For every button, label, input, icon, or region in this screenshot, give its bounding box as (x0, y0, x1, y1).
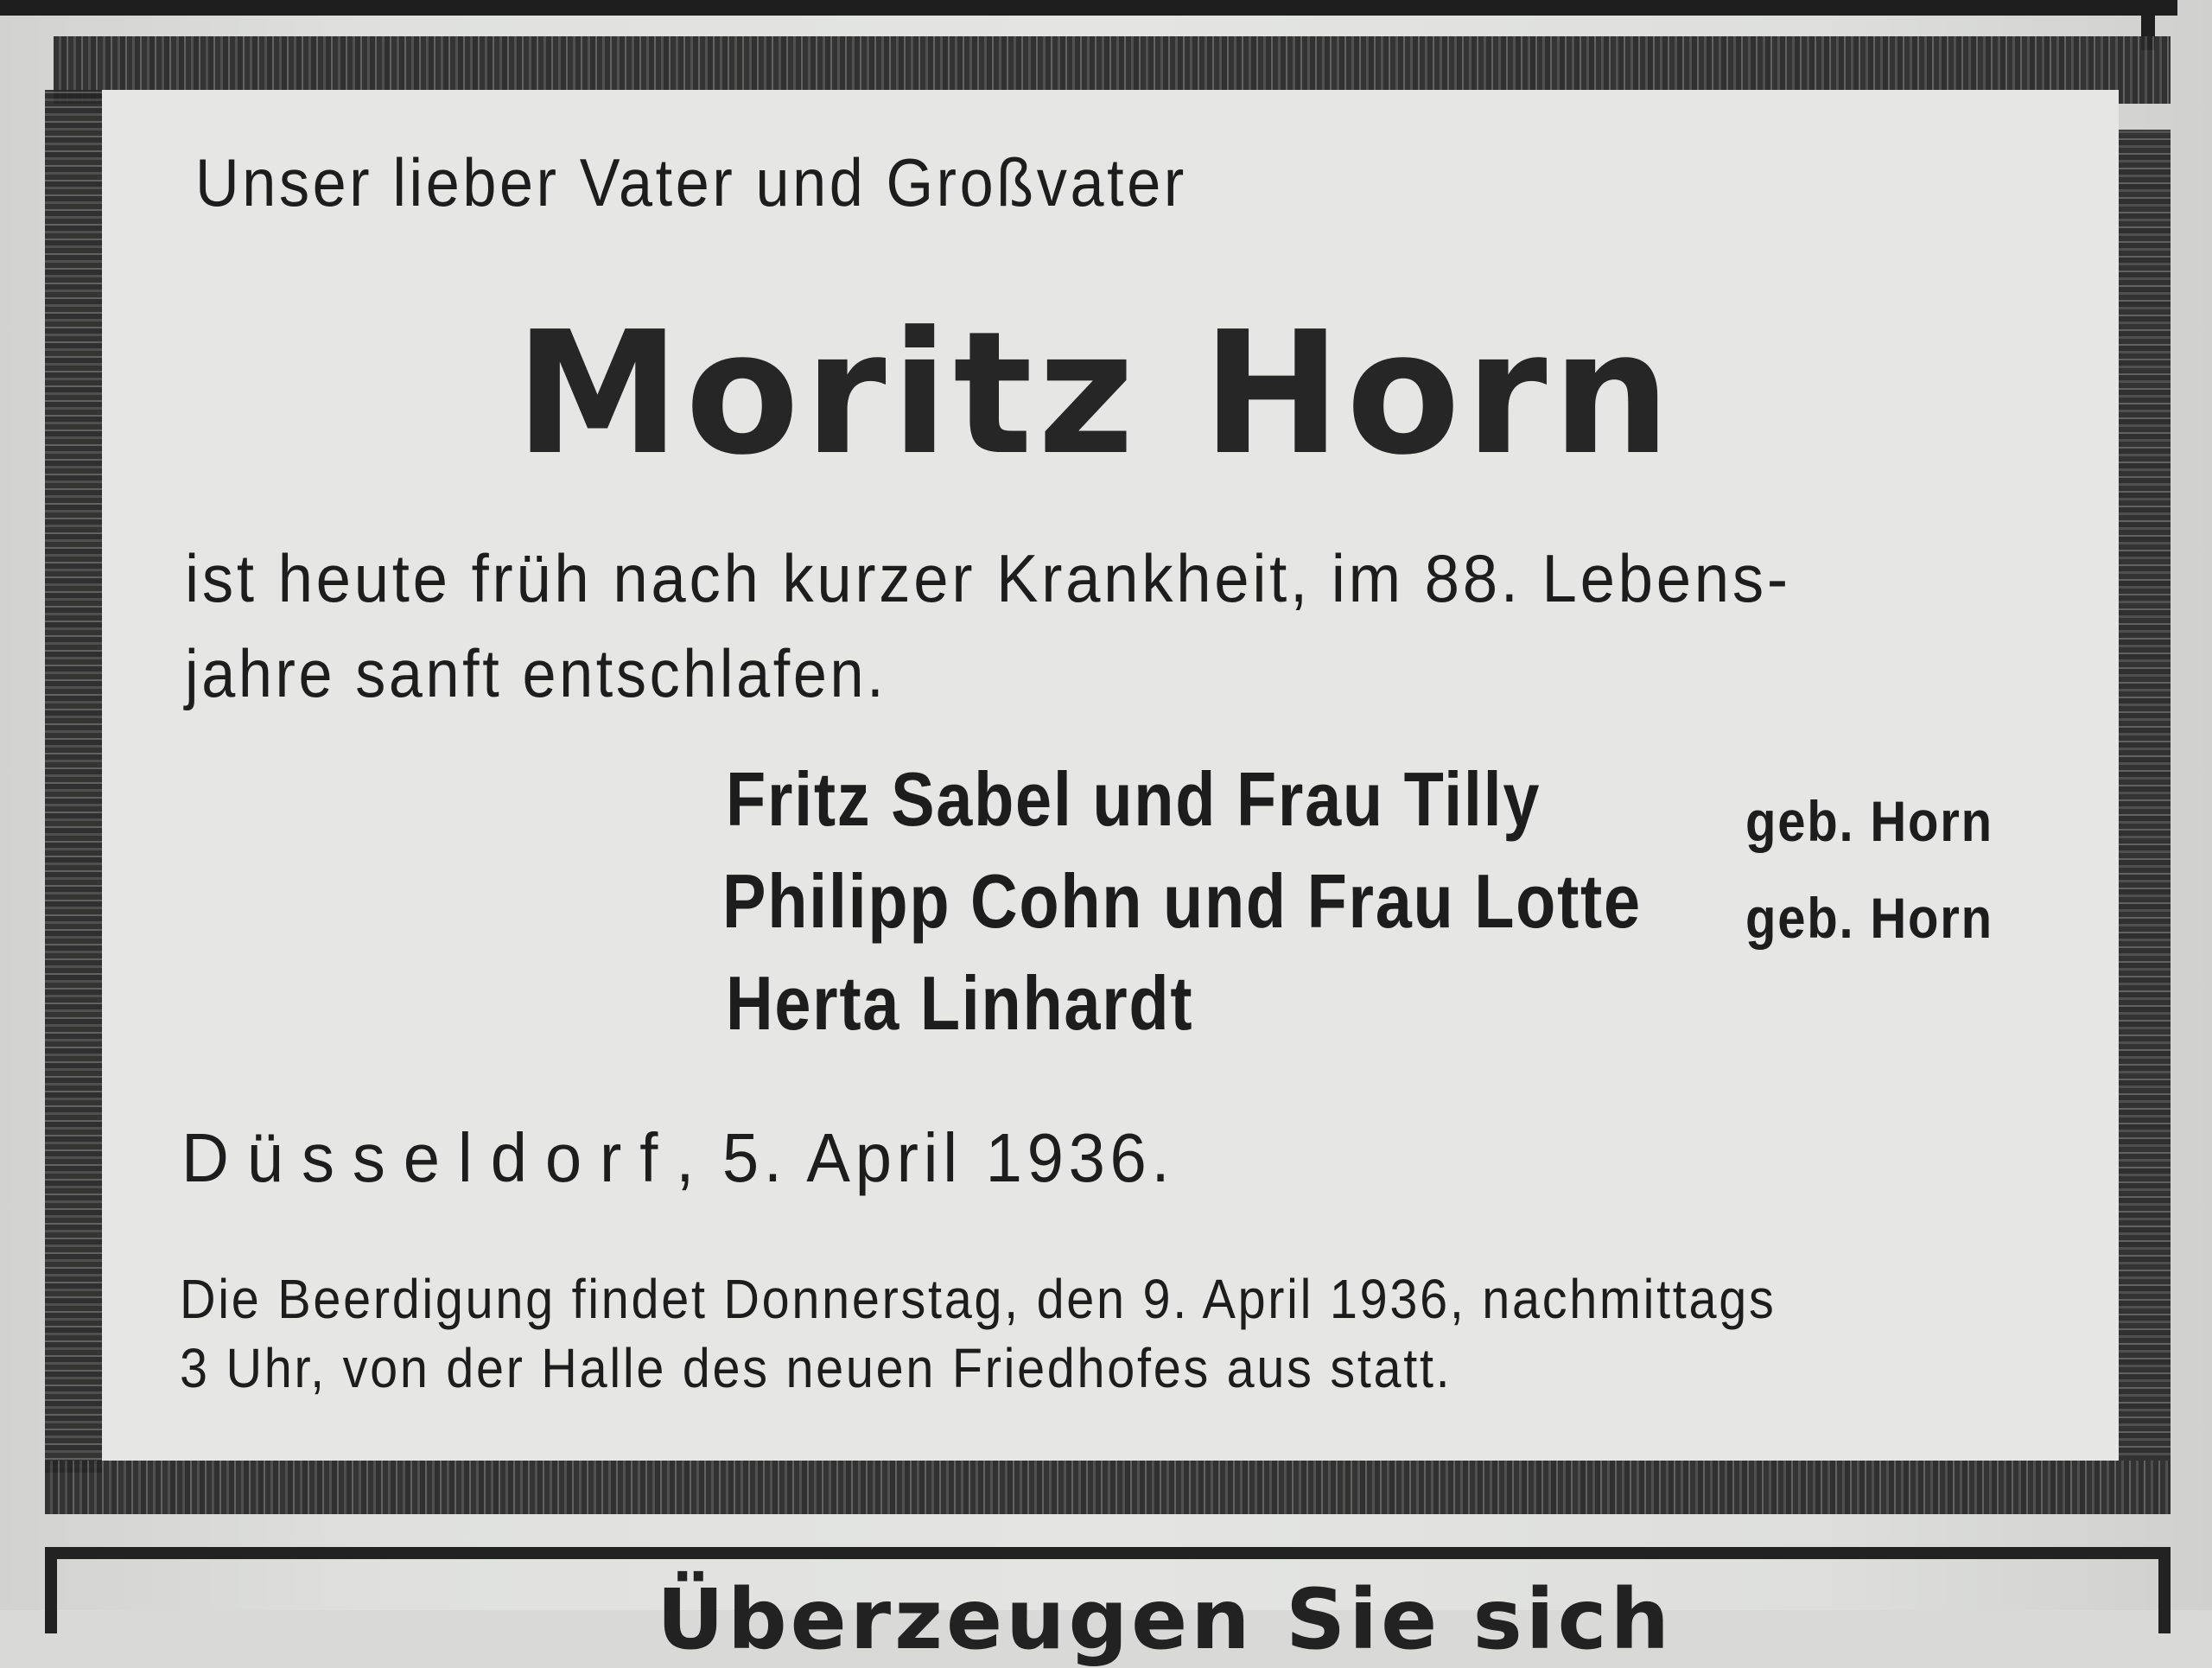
signer-2: Philipp Cohn und Frau Lotte (722, 858, 1642, 944)
deceased-name: Moritz Horn (515, 296, 1676, 493)
announcement-line-2: jahre sanft entschlafen. (185, 635, 887, 711)
funeral-info-line-1: Die Beerdigung findet Donnerstag, den 9. April 1936, nachmittags (180, 1268, 1777, 1330)
obituary-notice (102, 90, 2119, 1461)
place: Düsseldorf (181, 1119, 677, 1196)
funeral-info-line-2: 3 Uhr, von der Halle des neuen Friedhofes aus statt. (180, 1337, 1452, 1399)
border-left (45, 90, 102, 1473)
next-ad-heading: Überzeugen Sie sich (657, 1571, 1673, 1668)
announcement-line-1: ist heute früh nach kurzer Krankheit, im 88. Lebens- (185, 540, 1791, 616)
intro-line: Unser lieber Vater und Großvater (195, 144, 1187, 220)
border-right (2119, 130, 2171, 1461)
signer-2-suffix: geb. Horn (1745, 886, 1993, 950)
previous-ad-border (0, 0, 2177, 16)
signer-1: Fritz Sabel und Frau Tilly (726, 756, 1541, 842)
signer-3: Herta Linhardt (726, 960, 1194, 1046)
signer-1-suffix: geb. Horn (1745, 789, 1993, 853)
place-and-date (181, 1118, 1174, 1198)
date: , 5. April 1936. (676, 1119, 1175, 1196)
border-bottom (45, 1461, 2171, 1514)
